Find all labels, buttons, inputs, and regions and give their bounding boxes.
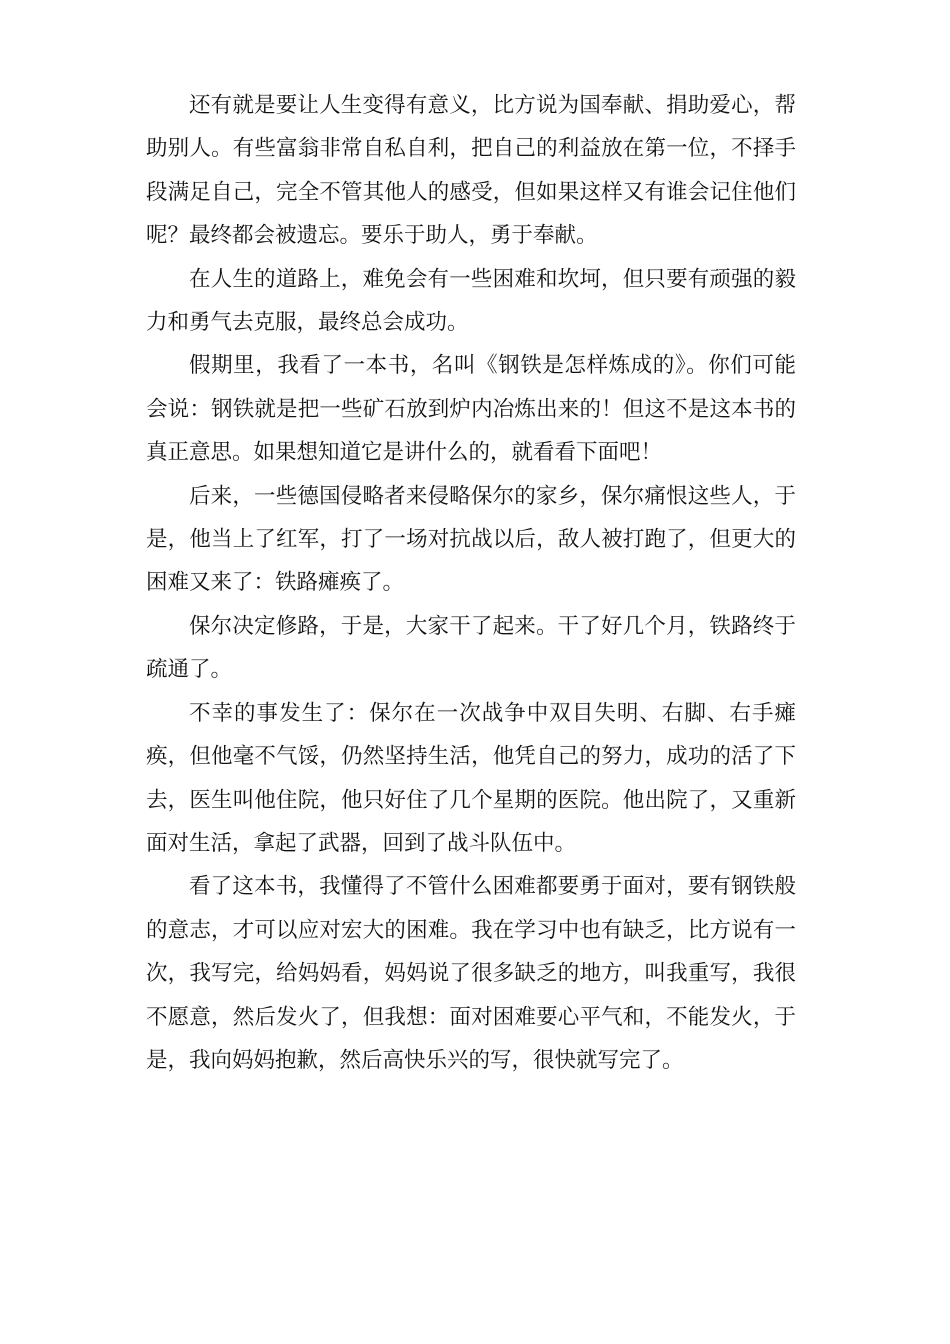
paragraph-3: 假期里，我看了一本书，名叫《钢铁是怎样炼成的》。你们可能会说：钢铁就是把一些矿石放到炉内冶炼出来的！但这不是这本书的真正意思。如果想知道它是讲什么的，就看看下面吧！	[146, 353, 796, 466]
paragraph-1: 还有就是要让人生变得有意义，比方说为国奉献、捐助爱心，帮助别人。有些富翁非常自私自利，把自己的利益放在第一位，不择手段满足自己，完全不管其他人的感受，但如果这样又有谁会记住他们呢？最终都会被遗忘。要乐于助人，勇于奉献。	[146, 93, 796, 249]
paragraph-6: 不幸的事发生了：保尔在一次战争中双目失明、右脚、右手瘫痪，但他毫不气馁，仍然坚持生活，他凭自己的努力，成功的活了下去，医生叫他住院，他只好住了几个星期的医院。他出院了，又重新面对生活，拿起了武器，回到了战斗队伍中。	[146, 700, 796, 856]
paragraph-4: 后来，一些德国侵略者来侵略保尔的家乡，保尔痛恨这些人，于是，他当上了红军，打了一场对抗战以后，敌人被打跑了，但更大的困难又来了：铁路瘫痪了。	[146, 483, 796, 596]
paragraph-7: 看了这本书，我懂得了不管什么困难都要勇于面对，要有钢铁般的意志，才可以应对宏大的困难。我在学习中也有缺乏，比方说有一次，我写完，给妈妈看，妈妈说了很多缺乏的地方，叫我重写，我很不愿意，然后发火了，但我想：面对困难要心平气和，不能发火，于是，我向妈妈抱歉，然后高快乐兴的写，很快就写完了。	[146, 874, 796, 1073]
paragraph-2: 在人生的道路上，难免会有一些困难和坎坷，但只要有顽强的毅力和勇气去克服，最终总会成功。	[146, 266, 796, 336]
document-body	[146, 84, 796, 1082]
paragraph-5: 保尔决定修路，于是，大家干了起来。干了好几个月，铁路终于疏通了。	[146, 613, 796, 683]
